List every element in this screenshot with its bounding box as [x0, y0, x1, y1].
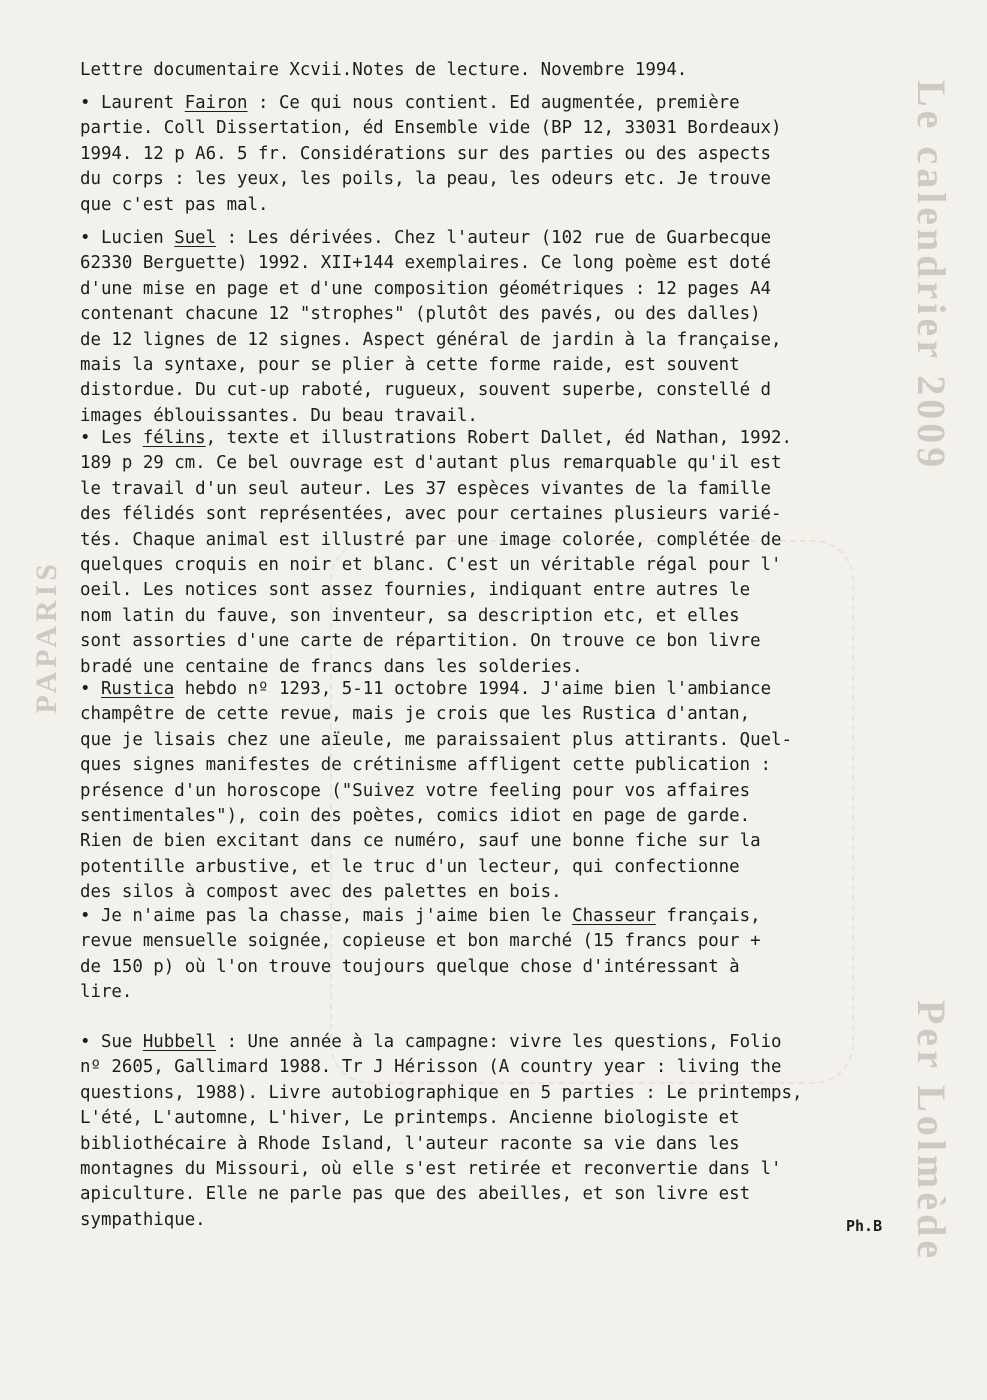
text-run: mais la syntaxe, pour se plier à cette forme raide, est souvent	[80, 354, 740, 375]
text-run: des félidés sont représentées, avec pour certaines plusieurs varié-	[80, 504, 782, 525]
underlined-title: Chasseur	[572, 906, 656, 926]
text-run: montagnes du Missouri, où elle s'est retirée et reconvertie dans l'	[80, 1158, 782, 1179]
text-run: revue mensuelle soignée, copieuse et bon marché (15 francs pour +	[80, 931, 761, 952]
text-line	[80, 929, 920, 954]
text-line	[80, 193, 920, 218]
text-run: bradé une centaine de francs dans les solderies.	[80, 656, 583, 677]
text-run: hebdo nº 1293, 5-11 octobre 1994. J'aime bien l'ambiance	[174, 679, 772, 699]
document-title: Lettre documentaire Xcvii.Notes de lecture. Novembre 1994.	[80, 60, 688, 80]
text-run: ques signes manifestes de crétinisme affligent cette publication :	[80, 755, 772, 776]
text-run: : Une année à la campagne: vivre les questions, Folio	[216, 1032, 782, 1052]
text-run: d'une mise en page et d'une composition géométriques : 12 pages A4	[80, 278, 772, 299]
text-line	[80, 1208, 920, 1233]
text-run: Rien de bien excitant dans ce numéro, sauf une bonne fiche sur la	[80, 831, 761, 852]
text-line	[80, 728, 920, 753]
text-line	[80, 1157, 920, 1182]
text-run: images éblouissantes. Du beau travail.	[80, 405, 478, 426]
text-run: sentimentales"), coin des poètes, comics idiot en page de garde.	[80, 805, 751, 826]
text-run: le travail d'un seul auteur. Les 37 espèces vivantes de la famille	[80, 478, 772, 499]
text-line	[80, 477, 920, 502]
text-line	[80, 116, 920, 141]
text-line	[80, 880, 920, 905]
text-line	[80, 629, 920, 654]
text-run: que je lisais chez une aïeule, me paraissaient plus attirants. Quel-	[80, 729, 792, 750]
text-run: français,	[655, 906, 761, 926]
text-line	[80, 1182, 920, 1207]
text-line	[80, 677, 920, 702]
text-line	[80, 1030, 920, 1055]
underlined-title: Fairon	[184, 93, 248, 113]
text-line	[80, 804, 920, 829]
text-run: • Sue	[80, 1032, 143, 1052]
text-run: de 150 p) où l'on trouve toujours quelque chose d'intéressant à	[80, 956, 740, 977]
text-line	[80, 378, 920, 403]
text-run: • Laurent	[80, 93, 185, 113]
text-line	[80, 904, 920, 929]
text-run: • Les	[80, 428, 143, 448]
text-line	[80, 1106, 920, 1131]
review-entry-rustica	[80, 677, 920, 906]
text-line	[80, 277, 920, 302]
text-run: lire.	[80, 982, 133, 1003]
text-line	[80, 502, 920, 527]
text-run: L'été, L'automne, L'hiver, Le printemps. Ancienne biologiste et	[80, 1108, 740, 1129]
show-through-text-right-top: Le calendrier 2009	[909, 80, 954, 472]
review-entry-hubbell	[80, 1030, 920, 1233]
text-run: : Ce qui nous contient. Ed augmentée, première	[247, 93, 740, 113]
text-run: : Les dérivées. Chez l'auteur (102 rue de Guarbecque	[216, 228, 772, 248]
text-run: potentille arbustive, et le truc d'un lecteur, qui confectionne	[80, 856, 740, 877]
text-run: des silos à compost avec des palettes en bois.	[80, 882, 562, 903]
text-run: distordue. Du cut-up raboté, rugueux, souvent superbe, constellé d	[80, 380, 772, 401]
text-line	[80, 553, 920, 578]
underlined-title: Suel	[174, 228, 217, 248]
text-run: 189 p 29 cm. Ce bel ouvrage est d'autant plus remarquable qu'il est	[80, 453, 782, 474]
underlined-title: Hubbell	[142, 1032, 217, 1052]
review-entry-suel	[80, 226, 920, 429]
text-line	[80, 451, 920, 476]
text-line	[80, 353, 920, 378]
text-run: de 12 lignes de 12 signes. Aspect général de jardin à la française,	[80, 329, 782, 350]
text-line	[80, 753, 920, 778]
text-run: 62330 Berguette) 1992. XII+144 exemplaires. Ce long poème est doté	[80, 253, 772, 274]
text-run: apiculture. Elle ne parle pas que des abeilles, et son livre est	[80, 1184, 751, 1205]
text-run: questions, 1988). Livre autobiographique en 5 parties : Le printemps,	[80, 1082, 803, 1103]
review-entry-felins	[80, 426, 920, 680]
text-run: du corps : les yeux, les poils, la peau, les odeurs etc. Je trouve	[80, 169, 772, 190]
text-line	[80, 980, 920, 1005]
text-run: bibliothécaire à Rhode Island, l'auteur raconte sa vie dans les	[80, 1133, 740, 1154]
text-run: nom latin du fauve, son inventeur, sa description etc, et elles	[80, 605, 740, 626]
text-line	[80, 955, 920, 980]
text-line	[80, 426, 920, 451]
text-run: présence d'un horoscope ("Suivez votre feeling pour vos affaires	[80, 780, 751, 801]
review-entry-fairon	[80, 91, 920, 218]
text-line	[80, 167, 920, 192]
text-line	[80, 855, 920, 880]
underlined-title: félins	[142, 428, 206, 448]
text-line	[80, 1132, 920, 1157]
text-run: oeil. Les notices sont assez fournies, indiquant entre autres le	[80, 580, 751, 601]
text-line	[80, 829, 920, 854]
text-run: champêtre de cette revue, mais je crois que les Rustica d'antan,	[80, 704, 751, 725]
text-run: partie. Coll Dissertation, éd Ensemble vide (BP 12, 33031 Bordeaux)	[80, 118, 782, 139]
underlined-title: Rustica	[100, 679, 175, 699]
text-run: sont assorties d'une carte de répartition. On trouve ce bon livre	[80, 631, 761, 652]
text-run: 1994. 12 p A6. 5 fr. Considérations sur des parties ou des aspects	[80, 143, 772, 164]
text-line	[80, 528, 920, 553]
text-line	[80, 226, 920, 251]
text-run: sympathique.	[80, 1209, 206, 1230]
signature: Ph.B	[846, 1217, 883, 1235]
text-line	[80, 91, 920, 116]
text-line	[80, 1081, 920, 1106]
text-run: •	[80, 679, 101, 699]
text-line	[80, 702, 920, 727]
text-run: que c'est pas mal.	[80, 194, 269, 215]
text-line	[80, 251, 920, 276]
text-run: • Lucien	[80, 228, 175, 248]
text-line	[80, 1055, 920, 1080]
text-line	[80, 578, 920, 603]
text-run: , texte et illustrations Robert Dallet, éd Nathan, 1992.	[205, 428, 792, 448]
text-run: nº 2605, Gallimard 1988. Tr J Hérisson (A country year : living the	[80, 1057, 782, 1078]
text-line	[80, 142, 920, 167]
review-entry-chasseur	[80, 904, 920, 1006]
text-run: quelques croquis en noir et blanc. C'est un véritable régal pour l'	[80, 554, 782, 575]
show-through-text-left: PAPARIS	[30, 560, 63, 714]
show-through-text-right-bottom: Per Lolmède	[909, 1000, 954, 1263]
text-line	[80, 604, 920, 629]
text-run: tés. Chaque animal est illustré par une image colorée, complétée de	[80, 529, 782, 550]
text-run: contenant chacune 12 "strophes" (plutôt des pavés, ou des dalles)	[80, 304, 761, 325]
text-line	[80, 328, 920, 353]
text-line	[80, 779, 920, 804]
text-run: • Je n'aime pas la chasse, mais j'aime bien le	[80, 906, 573, 926]
text-line	[80, 302, 920, 327]
